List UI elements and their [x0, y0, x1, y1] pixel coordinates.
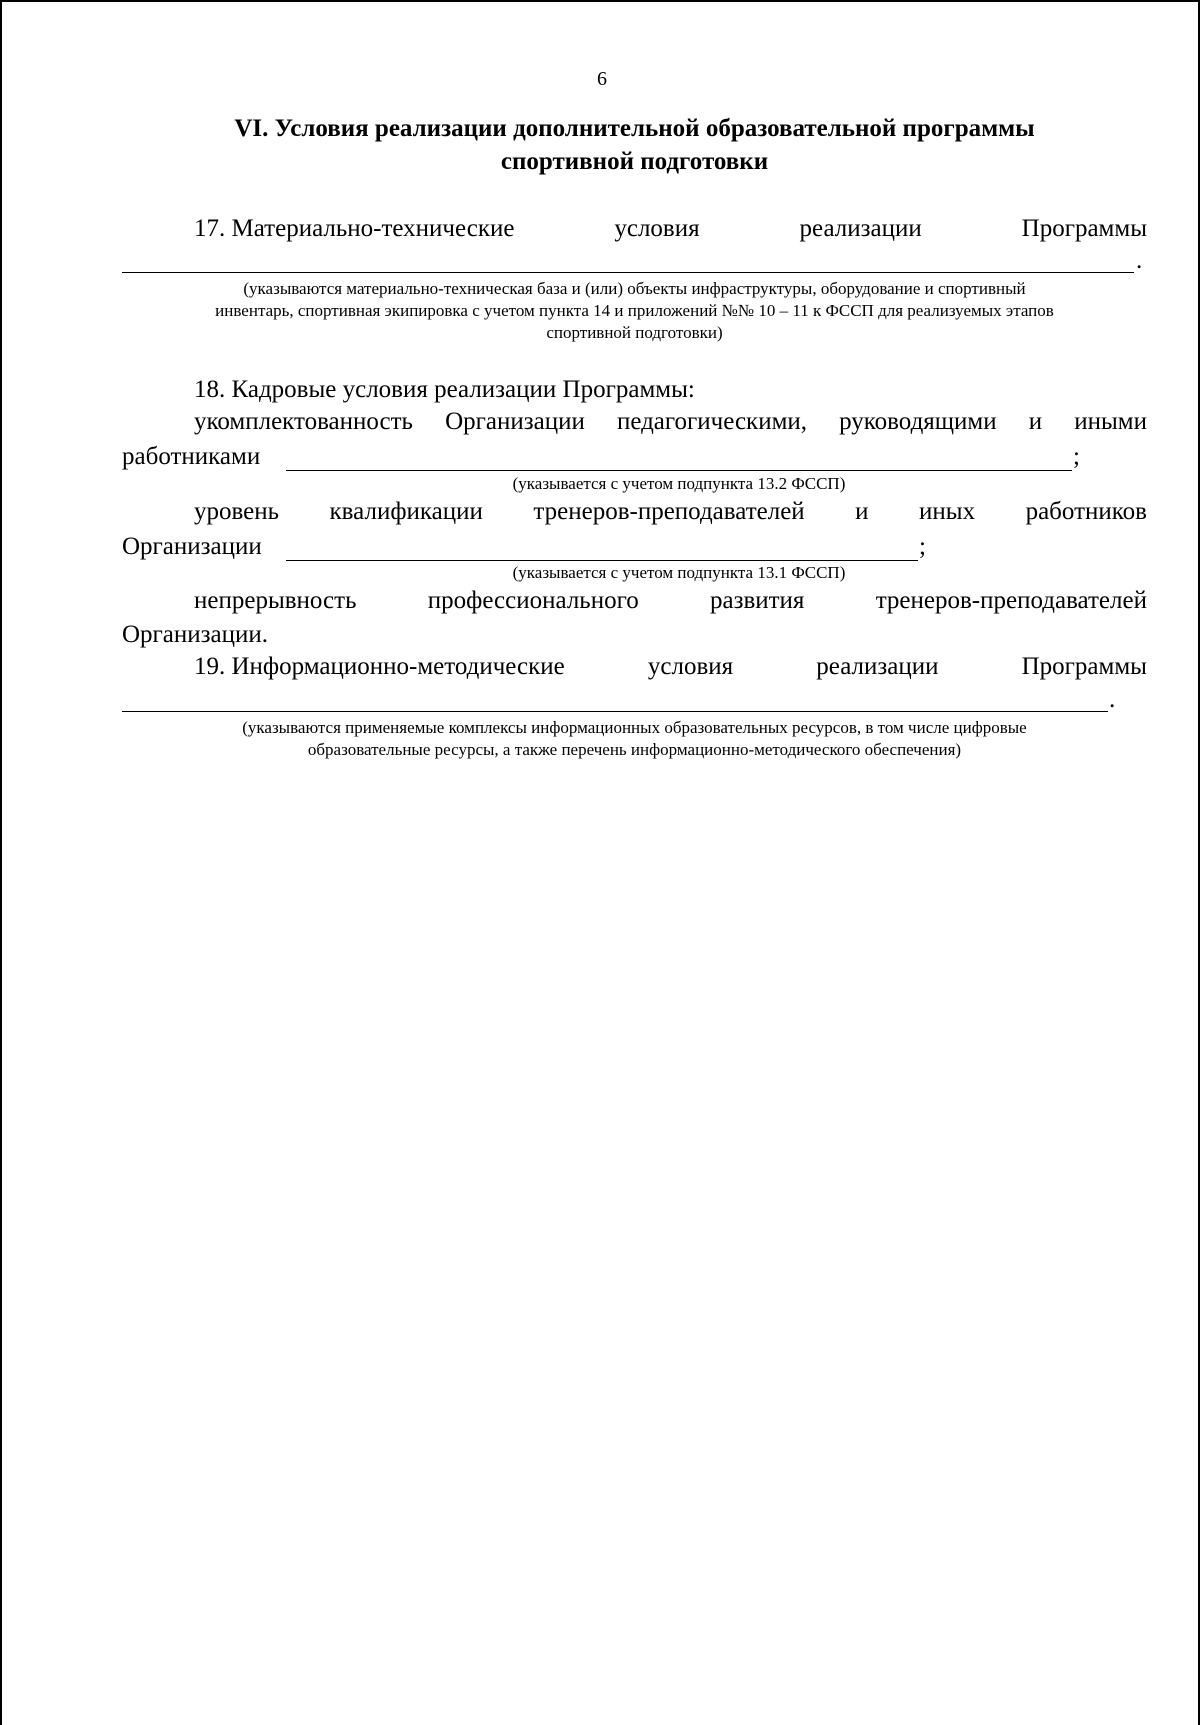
- qualification-word-1: уровень: [194, 498, 280, 525]
- item-19-number: 19.: [194, 653, 226, 680]
- section-heading: [122, 112, 1147, 178]
- staffing-word-6: иными: [1074, 408, 1147, 435]
- qualification-fill-line: [286, 560, 918, 561]
- item-17-hint-line-1: (указываются материально-техническая база и (или) объекты инфраструктуры, оборудование и спортивный: [243, 279, 1026, 298]
- staffing-word-5: и: [1028, 408, 1043, 435]
- section-heading-line-2: спортивной подготовки: [500, 148, 769, 175]
- qualification-word-3: тренеров-преподавателей: [533, 498, 805, 525]
- staffing-end-mark: ;: [1073, 443, 1080, 470]
- staffing-hint: (указывается с учетом подпункта 13.2 ФССП): [512, 474, 846, 493]
- item-17-hint: [122, 278, 1147, 344]
- item-17-end-mark: .: [1136, 247, 1143, 274]
- staffing-word-2: Организации: [445, 408, 585, 435]
- item-17-line: [122, 214, 1147, 244]
- qualification-end-mark: ;: [919, 533, 926, 560]
- section-heading-line-1: VI. Условия реализации дополнительной образовательной программы: [234, 115, 1035, 142]
- page-number: 6: [597, 68, 607, 90]
- item-17-hint-line-2: инвентарь, спортивная экипировка с учетом пункта 14 и приложений №№ 10 – 11 к ФССП для реализуемых этапов: [215, 301, 1054, 320]
- item-17-lead: [194, 214, 514, 244]
- continuity-word-1: непрерывность: [194, 587, 357, 614]
- item-19-word-1: Информационно-методические: [231, 653, 565, 680]
- item-17-word-3: реализации: [799, 215, 922, 242]
- continuity-word-4: тренеров-преподавателей: [875, 587, 1147, 614]
- item-19-hint-line-2: образовательные ресурсы, а также перечень информационно-методического обеспечения): [307, 740, 962, 759]
- staffing-word-3: педагогическими,: [616, 408, 808, 435]
- item-19-fill-line: [122, 711, 1108, 712]
- qualification-word-5: иных: [919, 498, 976, 525]
- item-19-hint: [122, 717, 1147, 761]
- item-17-hint-line-3: спортивной подготовки): [546, 323, 723, 342]
- qualification-word-4: и: [855, 498, 869, 525]
- item-17-number: 17.: [194, 215, 226, 242]
- item-17-word-2: условия: [614, 215, 700, 242]
- item-19-lead: [194, 652, 565, 682]
- staffing-word-4: руководящими: [839, 408, 997, 435]
- staffing-continuation: работниками: [122, 443, 261, 470]
- qualification-hint: (указывается с учетом подпункта 13.1 ФССП): [512, 563, 846, 582]
- item-19-hint-line-1: (указываются применяемые комплексы информационных образовательных ресурсов, в том числе цифровые: [242, 718, 1027, 737]
- continuity-continuation: Организации.: [122, 621, 269, 648]
- item-19-word-2: условия: [647, 653, 734, 680]
- staffing-fill-line: [286, 470, 1072, 471]
- item-19-end-mark: .: [1109, 686, 1116, 713]
- item-17-word-4: Программы: [1021, 215, 1147, 242]
- qualification-line: [122, 497, 1147, 527]
- continuity-line: [122, 586, 1147, 616]
- item-17-word-1: Материально-технические: [231, 215, 515, 242]
- item-19-word-4: Программы: [1021, 653, 1147, 680]
- continuity-word-3: развития: [709, 587, 805, 614]
- qualification-word-6: работников: [1025, 498, 1147, 525]
- item-18-title: 18. Кадровые условия реализации Программы:: [194, 376, 695, 403]
- item-19-line: [122, 652, 1147, 682]
- item-19-word-3: реализации: [816, 653, 939, 680]
- item-17-fill-line: [122, 272, 1134, 273]
- staffing-word-1: укомплектованность: [194, 408, 413, 435]
- qualification-continuation: Организации: [122, 533, 262, 560]
- staffing-line: [122, 407, 1147, 437]
- qualification-word-2: квалификации: [329, 498, 483, 525]
- continuity-word-2: профессионального: [427, 587, 639, 614]
